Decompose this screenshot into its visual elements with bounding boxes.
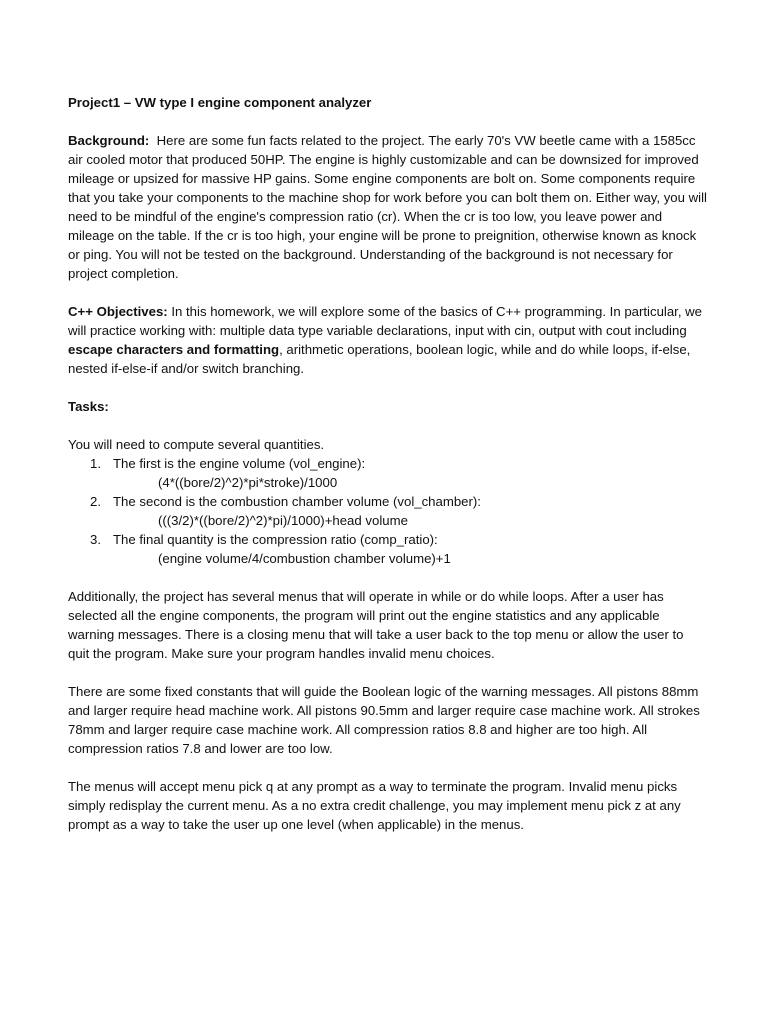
task-item bbox=[68, 492, 708, 530]
task-number: 3. bbox=[90, 532, 101, 547]
task-text: The final quantity is the compression ratio (comp_ratio): bbox=[113, 532, 438, 547]
background-label: Background: bbox=[68, 133, 150, 148]
document-body bbox=[68, 93, 708, 834]
tasks-heading: Tasks: bbox=[68, 399, 109, 414]
objectives-text-end: , arithmetic operations, boolean logic, while and do while loops, if-else, nested if-else-if and/or switch branching. bbox=[68, 342, 691, 376]
project-title: Project1 – VW type I engine component analyzer bbox=[68, 95, 372, 110]
task-item bbox=[68, 454, 708, 492]
menus-paragraph: Additionally, the project has several menus that will operate in while or do while loops. After a user has selected all the engine components, the program will print out the engine statistics and any applicable warning messages. There is a closing menu that will take a user back to the top menu or allow the user to quit the program. Make sure your program handles invalid menu choices. bbox=[68, 589, 684, 661]
objectives-bold-phrase: escape characters and formatting bbox=[68, 342, 280, 357]
task-formula: (engine volume/4/combustion chamber volume)+1 bbox=[158, 551, 451, 566]
task-number: 1. bbox=[90, 456, 101, 471]
task-number: 2. bbox=[90, 494, 101, 509]
background-paragraph bbox=[68, 131, 708, 283]
task-formula: (4*((bore/2)^2)*pi*stroke)/1000 bbox=[158, 475, 338, 490]
task-item bbox=[68, 530, 708, 568]
constants-paragraph: There are some fixed constants that will guide the Boolean logic of the warning messages. All pistons 88mm and larger require head machine work. All pistons 90.5mm and larger require case machine work. All strokes 78mm and larger require case machine work. All compression ratios 8.8 and higher are too high. All compression ratios 7.8 and lower are too low. bbox=[68, 684, 700, 756]
menu-picks-paragraph: The menus will accept menu pick q at any prompt as a way to terminate the program. Invalid menu picks simply redisplay the current menu. As a no extra credit challenge, you may implement menu pick z at any prompt as a way to take the user up one level (when applicable) in the menus. bbox=[68, 779, 681, 832]
tasks-intro: You will need to compute several quantities. bbox=[68, 437, 325, 452]
task-text: The second is the combustion chamber volume (vol_chamber): bbox=[113, 494, 481, 509]
background-text: Here are some fun facts related to the project. The early 70's VW beetle came with a 1585cc air cooled motor that produced 50HP. The engine is highly customizable and can be downsized for improved mileage or upsized for massive HP gains. Some engine components are bolt on. Some components require that you take your components to the machine shop for work before you can bolt them on. Either way, you will need to be mindful of the engine's compression ratio (cr). When the cr is too low, you leave power and mileage on the table. If the cr is too high, your engine will be prone to preignition, otherwise known as knock or ping. You will not be tested on the background. Understanding of the background is not necessary for project completion. bbox=[68, 133, 707, 281]
task-formula: (((3/2)*((bore/2)^2)*pi)/1000)+head volume bbox=[158, 513, 408, 528]
objectives-text: In this homework, we will explore some of the basics of C++ programming. In particular, we will practice working with: multiple data type variable declarations, input with cin, output with cout including bbox=[68, 304, 703, 338]
objectives-label: C++ Objectives: bbox=[68, 304, 168, 319]
tasks-list bbox=[68, 454, 708, 568]
objectives-paragraph bbox=[68, 302, 708, 378]
task-text: The first is the engine volume (vol_engine): bbox=[113, 456, 366, 471]
